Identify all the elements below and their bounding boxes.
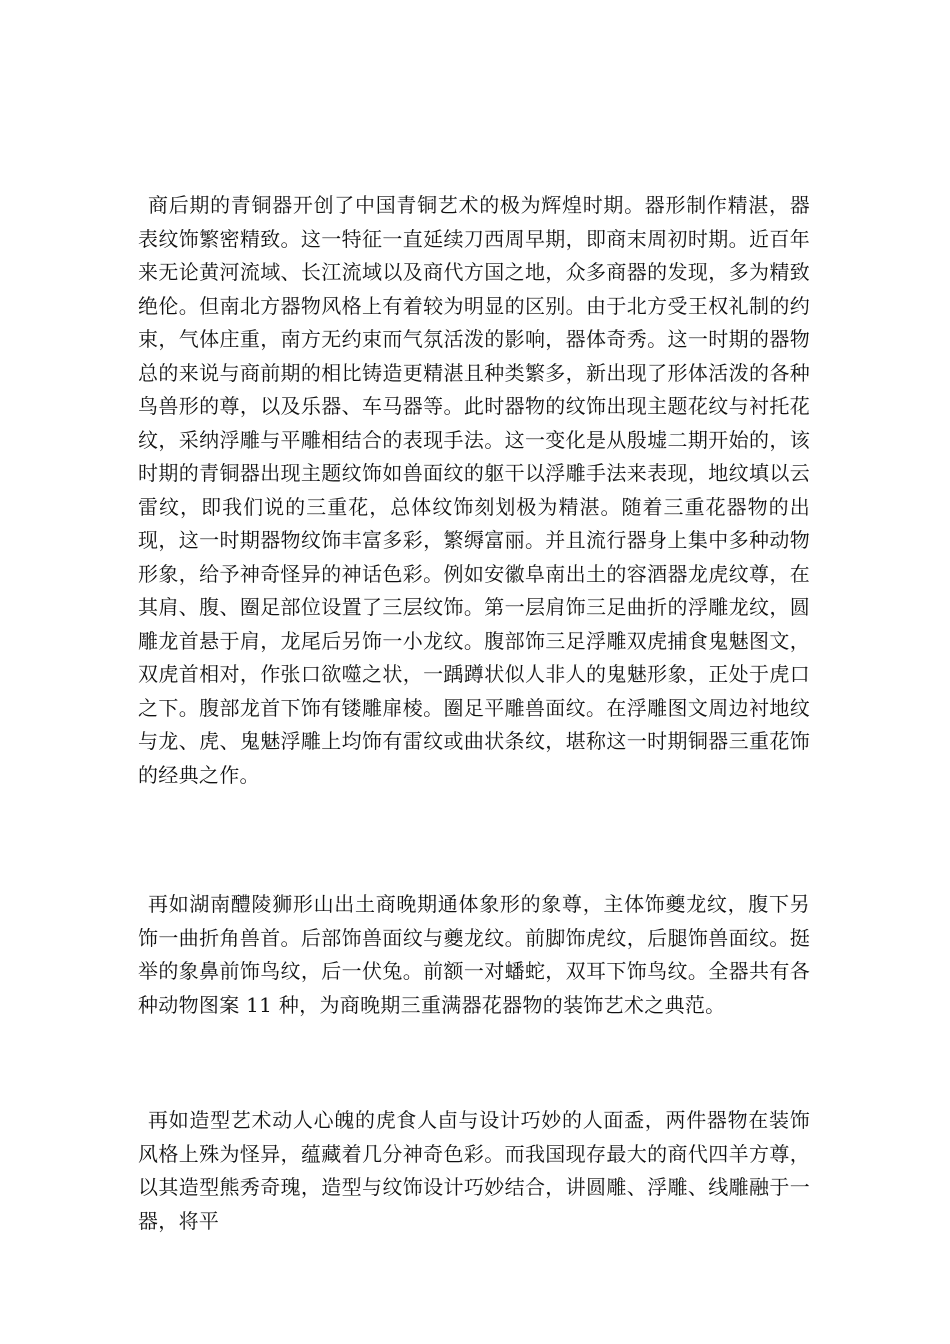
paragraph-shang-late-bronze: 商后期的青铜器开创了中国青铜艺术的极为辉煌时期。器形制作精湛，器表纹饰繁密精致。这一特征一直延续刀西周早期，即商末周初时期。近百年来无论黄河流域、长江流域以及商代方国之地，众多商器的发现，多为精致绝伦。但南北方器物风格上有着较为明显的区别。由于北方受王权礼制的约束，气体庄重，南方无约束而气氛活泼的影响，器体奇秀。这一时期的器物总的来说与商前期的相比铸造更精湛且种类繁多，新出现了形体活泼的各种鸟兽形的尊，以及乐器、车马器等。此时器物的纹饰出现主题花纹与衬托花纹，采纳浮雕与平雕相结合的表现手法。这一变化是从殷墟二期开始的，该时期的青铜器出现主题纹饰如兽面纹的躯干以浮雕手法来表现，地纹填以云雷纹，即我们说的三重花，总体纹饰刻划极为精湛。随着三重花器物的出现，这一时期器物纹饰丰富多彩，繁缛富丽。并且流行器身上集中多种动物形象，给予神奇怪异的神话色彩。例如安徽阜南出土的容酒器龙虎纹尊，在其肩、腹、圈足部位设置了三层纹饰。第一层肩饰三足曲折的浮雕龙纹，圆雕龙首悬于肩，龙尾后另饰一小龙纹。腹部饰三足浮雕双虎捕食鬼魅图文，双虎首相对，作张口欲噬之状，一踽蹲状似人非人的鬼魅形象，正处于虎口之下。腹部龙首下饰有镂雕扉棱。圈足平雕兽面纹。在浮雕图文周边衬地纹与龙、虎、鬼魅浮雕上均饰有雷纹或曲状条纹，堪称这一时期铜器三重花饰的经典之作。 (138, 193, 810, 787)
paragraph-tiger-you: 再如造型艺术动人心魄的虎食人卣与设计巧妙的人面盉，两件器物在装饰风格上殊为怪异，蕴藏着几分神奇色彩。而我国现存最大的商代四羊方尊，以其造型熊秀奇瑰，造型与纹饰设计巧妙结合，讲圆雕、浮雕、线雕融于一器，将平 (138, 1108, 810, 1233)
paragraph-elephant-zun: 再如湖南醴陵狮形山出土商晚期通体象形的象尊，主体饰夔龙纹，腹下另饰一曲折角兽首。后部饰兽面纹与夔龙纹。前脚饰虎纹，后腿饰兽面纹。挺举的象鼻前饰鸟纹，后一伏兔。前额一对蟠蛇，双耳下饰鸟纹。全器共有各种动物图案 11 种，为商晚期三重满器花器物的装饰艺术之典范。 (138, 892, 810, 1017)
